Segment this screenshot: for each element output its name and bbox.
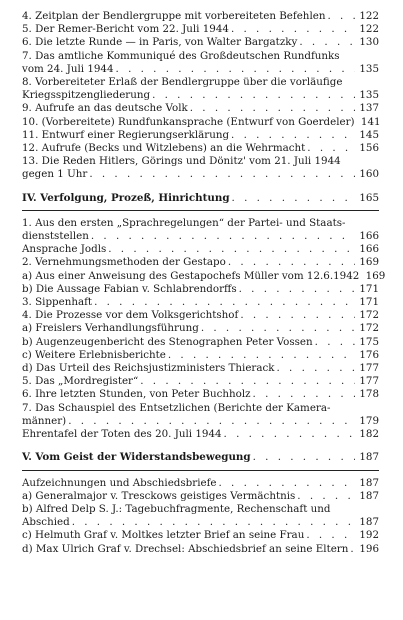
dot-leader xyxy=(240,309,355,322)
dot-leader xyxy=(94,296,355,309)
toc-entry-text: 11. Entwurf einer Regierungserklärung xyxy=(22,128,230,141)
page-number: 182 xyxy=(359,428,379,441)
page-number: 122 xyxy=(359,10,379,22)
page-number: 135 xyxy=(359,89,379,102)
toc-entry-text: 6. Ihre letzten Stunden, von Peter Buchholz xyxy=(22,388,251,401)
dot-leader xyxy=(228,256,355,269)
page-number: 169 xyxy=(359,256,379,269)
toc-entry-text: c) Helmuth Graf v. Moltkes letzter Brief an seine Frau xyxy=(22,529,305,542)
dot-leader xyxy=(231,23,355,36)
page-number: 187 xyxy=(359,516,379,529)
toc-entry xyxy=(22,102,379,115)
table-of-contents xyxy=(22,10,386,556)
page-number: 145 xyxy=(359,128,379,141)
toc-entry xyxy=(22,217,379,243)
toc-entry-text: 4. Die Prozesse vor dem Volksgerichtshof xyxy=(22,309,239,322)
page-number: 172 xyxy=(359,322,379,335)
page-number: 176 xyxy=(359,348,379,361)
toc-entry xyxy=(22,129,379,142)
dot-leader xyxy=(224,428,355,441)
dot-leader xyxy=(116,63,355,76)
toc-entry-text: Aufzeichnungen und Abschiedsbriefe xyxy=(22,476,217,489)
toc-entry-text: c) Weitere Erlebnisberichte xyxy=(22,348,166,361)
page-number: 160 xyxy=(359,168,379,181)
page-number: 192 xyxy=(359,529,379,542)
toc-entry xyxy=(22,269,386,283)
toc-entry xyxy=(22,142,379,155)
toc-entry-text: Kriegsspitzengliederung xyxy=(22,89,151,102)
dot-leader xyxy=(72,516,355,529)
page-number: 177 xyxy=(359,362,379,375)
page-number: 141 xyxy=(360,115,381,128)
section-heading xyxy=(22,192,379,205)
section-heading xyxy=(22,451,379,464)
toc-entry xyxy=(22,349,379,362)
dot-leader xyxy=(277,362,356,375)
toc-entry-text: 6. Die letzte Runde — in Paris, von Walter Bargatzky xyxy=(22,36,298,49)
page-number: 196 xyxy=(359,542,379,555)
page-number: 172 xyxy=(359,309,379,322)
toc-entry-text: gegen 1 Uhr xyxy=(22,168,88,181)
dot-leader xyxy=(152,89,355,102)
dot-leader xyxy=(306,529,355,542)
toc-entry-text: a) Freislers Verhandlungsführung xyxy=(22,322,199,335)
toc-entry xyxy=(22,50,379,76)
toc-entry-text: IV. Verfolgung, Prozeß, Hinrichtung xyxy=(22,191,230,204)
toc-entry-text: 4. Zeitplan der Bendlergruppe mit vorbereiteten Befehlen xyxy=(22,10,326,22)
dot-leader xyxy=(299,36,355,49)
page-number: 166 xyxy=(359,243,379,256)
toc-entry-text: 5. Das „Mordregister“ xyxy=(22,375,139,388)
page-number: 177 xyxy=(359,375,379,388)
dot-leader xyxy=(297,490,355,503)
toc-entry-text: d) Das Urteil des Reichsjustizministers Thierack xyxy=(22,362,275,375)
toc-entry xyxy=(22,283,379,296)
toc-entry xyxy=(22,116,379,129)
dot-leader xyxy=(232,192,355,205)
toc-entry-text: vom 24. Juli 1944 xyxy=(22,62,114,75)
toc-entry-text: dienststellen xyxy=(22,230,89,243)
toc-entry-text: Ansprache Jodls xyxy=(22,243,107,256)
dot-leader xyxy=(315,336,355,349)
page-number: 179 xyxy=(359,414,379,427)
toc-entry-text: 10. (Vorbereitete) Rundfunkansprache (Entwurf von Goerdeler) xyxy=(22,115,355,128)
toc-entry xyxy=(22,362,379,375)
toc-entry xyxy=(22,543,379,556)
toc-entry xyxy=(22,490,379,503)
page-number: 166 xyxy=(359,230,379,243)
toc-entry-text: 9. Aufrufe an das deutsche Volk xyxy=(22,102,188,115)
toc-entry xyxy=(22,36,379,49)
dot-leader xyxy=(190,102,355,115)
page-number: 130 xyxy=(359,36,379,49)
dot-leader xyxy=(89,168,355,181)
dot-leader xyxy=(253,451,355,464)
toc-entry-text: d) Max Ulrich Graf v. Drechsel: Abschiedsbrief an seine Eltern xyxy=(22,542,349,555)
toc-entry xyxy=(22,256,379,269)
page-number: 135 xyxy=(359,62,379,75)
toc-entry xyxy=(22,375,379,388)
toc-entry-text-line: 8. Vorbereiteter Erlaß der Bendlergruppe über die vorläufige xyxy=(22,76,343,89)
toc-entry xyxy=(22,155,379,181)
dot-leader xyxy=(327,10,355,23)
page-number: 187 xyxy=(359,451,379,464)
toc-entry xyxy=(22,402,379,428)
toc-entry-text-line: b) Alfred Delp S. J.: Tagebuchfragmente, Rechenschaft und xyxy=(22,502,331,515)
dot-leader xyxy=(108,243,355,256)
toc-entry xyxy=(22,322,379,335)
page-number: 165 xyxy=(359,191,379,204)
toc-entry-text-line: 7. Das Schauspiel des Entsetzlichen (Berichte der Kamera- xyxy=(22,401,331,414)
page-number: 187 xyxy=(359,489,379,502)
toc-entry xyxy=(22,296,379,309)
page-number: 178 xyxy=(359,388,379,401)
toc-entry xyxy=(22,503,379,529)
toc-entry-text: Abschied xyxy=(22,516,70,529)
dot-leader xyxy=(253,388,355,401)
dot-leader xyxy=(231,129,355,142)
page-number: 122 xyxy=(359,23,379,36)
page-number: 171 xyxy=(359,282,379,295)
section-divider xyxy=(22,470,379,471)
dot-leader xyxy=(168,349,355,362)
toc-entry-text: b) Augenzeugenbericht des Stenographen Peter Vossen xyxy=(22,335,313,348)
toc-entry xyxy=(22,388,379,401)
page-number: 171 xyxy=(359,296,379,309)
dot-leader xyxy=(201,322,355,335)
toc-entry xyxy=(22,428,379,441)
toc-entry-text: V. Vom Geist der Widerstandsbewegung xyxy=(22,451,251,464)
toc-entry xyxy=(22,309,379,322)
dot-leader xyxy=(350,543,355,556)
page-number: 169 xyxy=(365,269,386,282)
toc-entry-text: b) Die Aussage Fabian v. Schlabrendorffs xyxy=(22,282,237,295)
toc-entry xyxy=(22,23,379,36)
toc-entry xyxy=(22,336,379,349)
toc-entry-text: männer) xyxy=(22,414,67,427)
dot-leader xyxy=(140,375,355,388)
toc-entry xyxy=(22,529,379,542)
dot-leader xyxy=(239,283,355,296)
dot-leader xyxy=(91,230,355,243)
toc-entry-text: Ehrentafel der Toten des 20. Juli 1944 xyxy=(22,428,222,441)
page-number: 187 xyxy=(359,476,379,489)
toc-entry-text-line: 7. Das amtliche Kommuniqué des Großdeutschen Rundfunks xyxy=(22,49,340,62)
toc-entry-text: 5. Der Remer-Bericht vom 22. Juli 1944 xyxy=(22,23,229,36)
page-number: 156 xyxy=(359,142,379,155)
dot-leader xyxy=(218,477,355,490)
page-number: 137 xyxy=(359,102,379,115)
toc-entry-text: 12. Aufrufe (Becks und Witzlebens) an die Wehrmacht xyxy=(22,142,306,155)
dot-leader xyxy=(307,142,355,155)
toc-entry xyxy=(22,10,379,23)
toc-entry xyxy=(22,76,379,102)
toc-entry-text-line: 13. Die Reden Hitlers, Görings und Dönitz' vom 21. Juli 1944 xyxy=(22,155,341,168)
toc-entry xyxy=(22,243,379,256)
page-number: 175 xyxy=(359,335,379,348)
dot-leader xyxy=(68,415,355,428)
toc-entry xyxy=(22,477,379,490)
toc-entry-text-line: 1. Aus den ersten „Sprachregelungen“ der Partei- und Staats- xyxy=(22,216,346,229)
toc-entry-text: a) Generalmajor v. Tresckows geistiges Vermächtnis xyxy=(22,489,296,502)
toc-entry-text: a) Aus einer Anweisung des Gestapochefs Müller vom 12.6.1942 xyxy=(22,269,360,282)
toc-entry-text: 2. Vernehmungsmethoden der Gestapo xyxy=(22,256,226,269)
section-divider xyxy=(22,210,379,211)
toc-entry-text: 3. Sippenhaft xyxy=(22,296,93,309)
